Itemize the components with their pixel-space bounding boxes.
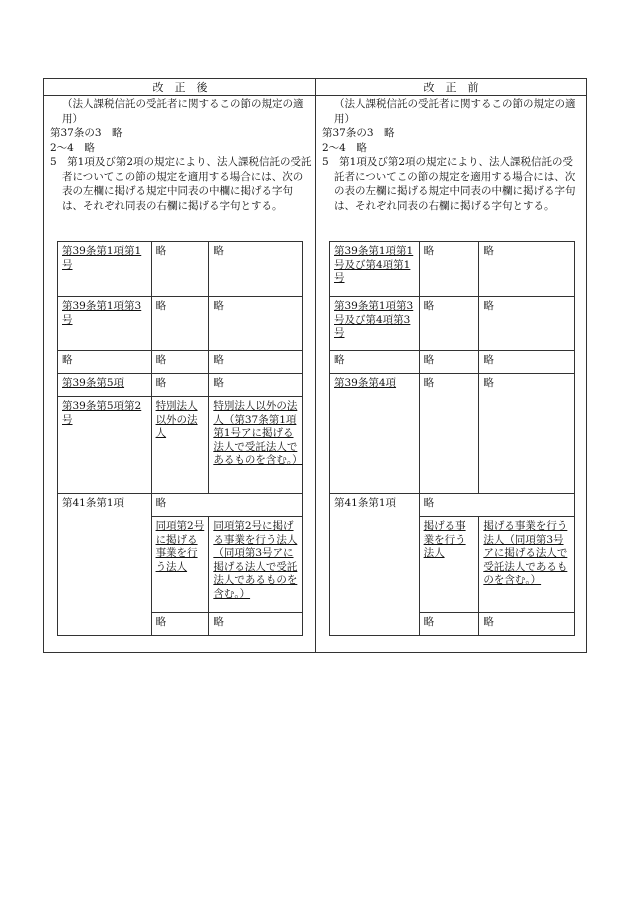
- table-row: [330, 374, 575, 494]
- table-cell: 略: [479, 297, 575, 351]
- table-cell: 略: [151, 297, 209, 351]
- header-before: 改 正 前: [316, 79, 586, 96]
- paragraph-line: 2～4 略: [322, 141, 367, 154]
- table-cell: 略: [479, 351, 575, 374]
- after-substitution-table: [57, 241, 303, 636]
- table-cell: 略: [209, 351, 303, 374]
- table-cell: 略: [209, 374, 303, 397]
- table-row: [330, 297, 575, 351]
- table-row: [58, 374, 303, 397]
- table-cell: 略: [419, 374, 479, 494]
- table-row: [58, 494, 303, 517]
- before-column: [322, 97, 582, 213]
- table-cell: 第39条第1項第3号: [58, 297, 152, 351]
- table-row: [330, 351, 575, 374]
- section-heading: （法人課税信託の受託者に関するこの節の規定の適用）: [334, 98, 576, 125]
- table-row: [58, 351, 303, 374]
- table-cell: 略: [209, 242, 303, 297]
- table-cell: 略: [209, 613, 303, 636]
- paragraph-5: 5 第1項及び第2項の規定により、法人課税信託の受託者についてこの節の規定を適用する場合には、次の表の左欄に掲げる規定中同表の中欄に掲げる字句は、それぞれ同表の右欄に掲げる字句とする。: [322, 156, 576, 212]
- table-row: [58, 297, 303, 351]
- before-substitution-table: [329, 241, 575, 636]
- table-cell: 略: [151, 351, 209, 374]
- table-row: [330, 242, 575, 297]
- table-cell: 第39条第1項第3号及び第4項第3号: [330, 297, 420, 351]
- table-cell: 特別法人以外の法人: [151, 397, 209, 494]
- article-line: 第37条の3 略: [50, 127, 123, 139]
- table-row: [58, 242, 303, 297]
- table-cell: 第41条第1項: [58, 494, 152, 636]
- after-column: [50, 97, 312, 213]
- table-cell: 第39条第5項: [58, 374, 152, 397]
- amendment-comparison-table: [43, 78, 587, 653]
- table-cell: 略: [209, 297, 303, 351]
- table-cell: 略: [151, 494, 302, 517]
- table-cell: 第39条第4項: [330, 374, 420, 494]
- table-cell: 第41条第1項: [330, 494, 420, 636]
- table-cell: 掲げる事業を行う法人（同項第3号アに掲げる法人で受託法人であるものを含む。）: [479, 517, 575, 613]
- table-cell: 略: [151, 242, 209, 297]
- table-cell: 略: [419, 351, 479, 374]
- table-cell: 略: [151, 613, 209, 636]
- table-cell: 同項第2号に掲げる事業を行う法人: [151, 517, 209, 613]
- section-heading: （法人課税信託の受託者に関するこの節の規定の適用）: [62, 98, 304, 125]
- table-cell: 特別法人以外の法人（第37条第1項第1号アに掲げる法人で受託法人であるものを含む。）: [209, 397, 303, 494]
- table-cell: 略: [330, 351, 420, 374]
- table-row: [330, 494, 575, 517]
- table-cell: 掲げる事業を行う法人: [419, 517, 479, 613]
- table-cell: 略: [419, 494, 574, 517]
- header-after: 改 正 後: [44, 79, 316, 96]
- table-cell: 略: [479, 613, 575, 636]
- paragraph-line: 2～4 略: [50, 141, 95, 154]
- column-divider: [315, 79, 316, 652]
- table-cell: 略: [419, 297, 479, 351]
- table-cell: 略: [151, 374, 209, 397]
- table-cell: 略: [479, 242, 575, 297]
- paragraph-5: 5 第1項及び第2項の規定により、法人課税信託の受託者についてこの節の規定を適用する場合には、次の表の左欄に掲げる規定中同表の中欄に掲げる字句は、それぞれ同表の右欄に掲げる字句とする。: [50, 156, 312, 212]
- table-cell: 略: [479, 374, 575, 494]
- table-cell: 略: [419, 613, 479, 636]
- table-row: [58, 397, 303, 494]
- table-cell: 第39条第1項第1号及び第4項第1号: [330, 242, 420, 297]
- table-cell: 第39条第1項第1号: [58, 242, 152, 297]
- table-cell: 略: [419, 242, 479, 297]
- article-line: 第37条の3 略: [322, 127, 395, 139]
- table-cell: 第39条第5項第2号: [58, 397, 152, 494]
- table-cell: 同項第2号に掲げる事業を行う法人（同項第3号アに掲げる法人で受託法人であるものを含む。）: [209, 517, 303, 613]
- table-cell: 略: [58, 351, 152, 374]
